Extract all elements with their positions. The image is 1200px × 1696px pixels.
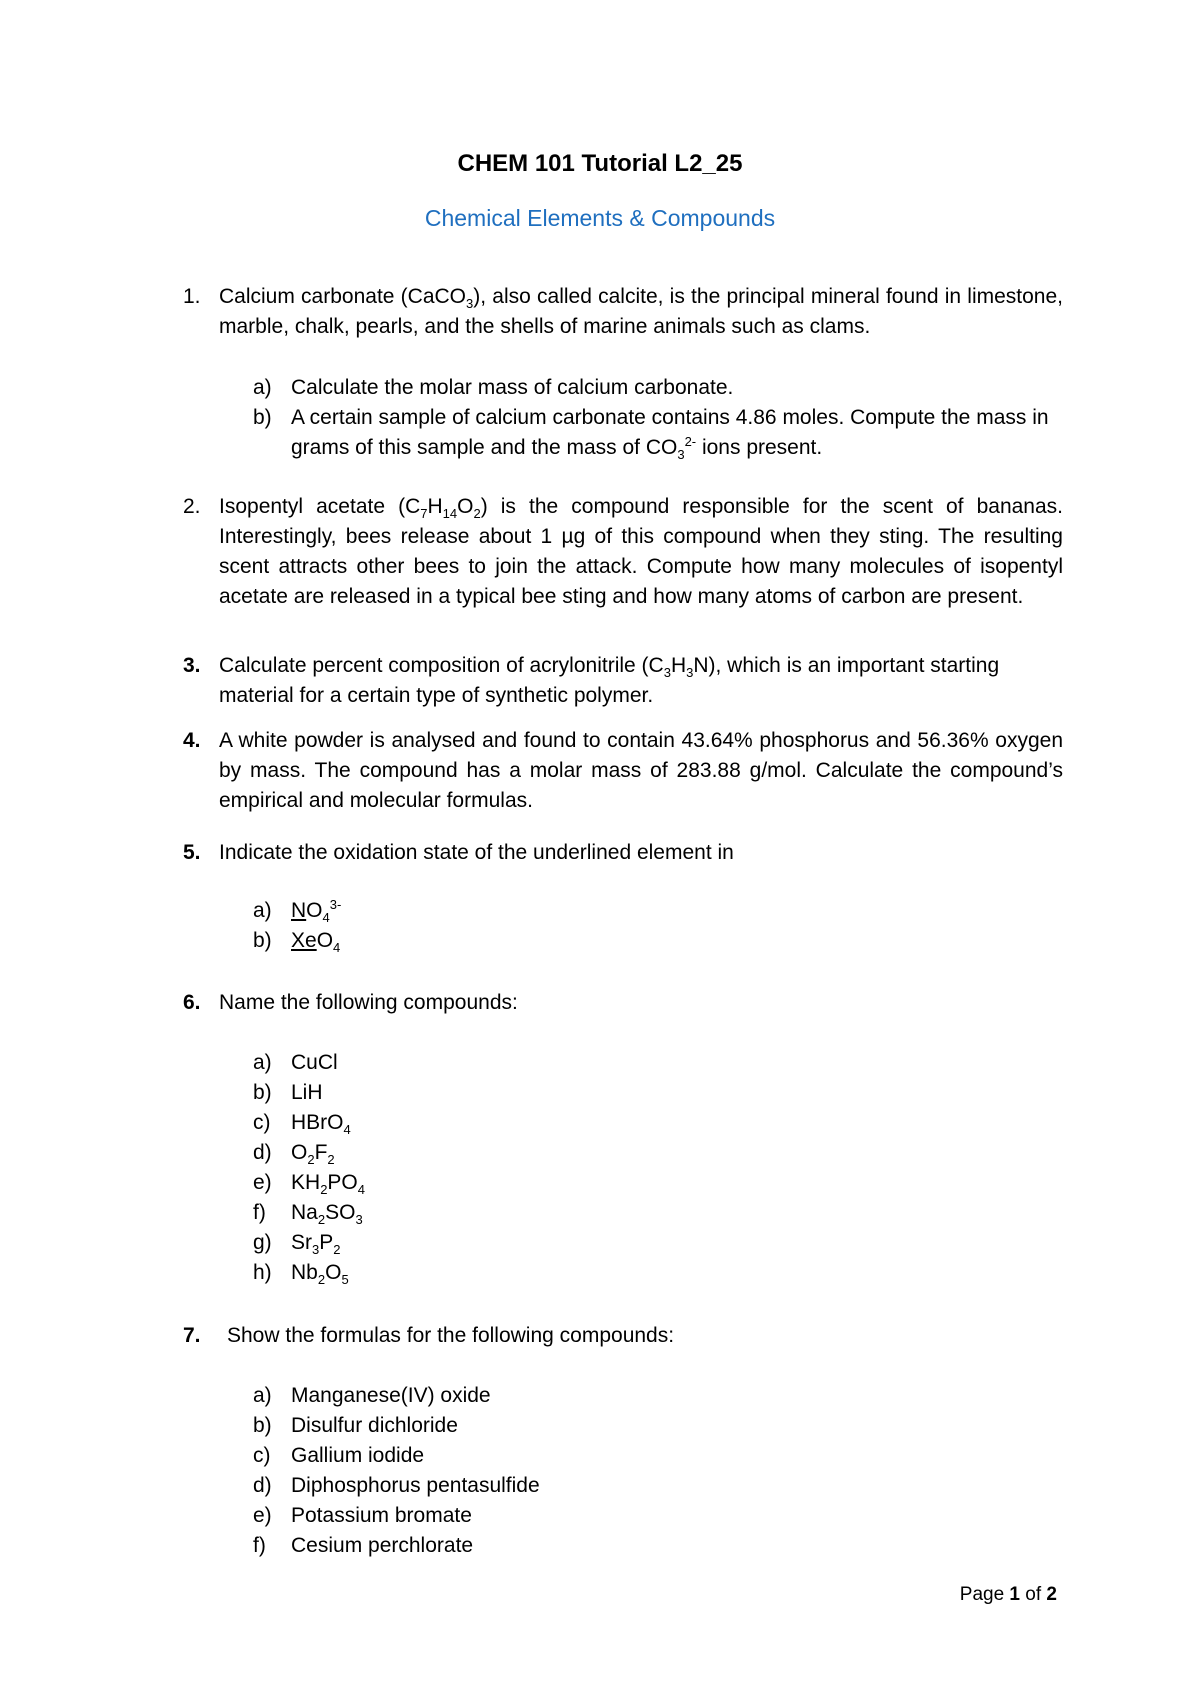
part-label: b) xyxy=(253,406,272,429)
compound-name: Gallium iodide xyxy=(291,1444,425,1467)
compound-item xyxy=(253,1048,1063,1078)
formula: $O_2F_2$ xyxy=(291,1141,335,1168)
item-label: b) xyxy=(253,1081,272,1104)
question-5 xyxy=(183,838,1063,868)
compound-name: Potassium bromate xyxy=(291,1504,472,1527)
compound-item xyxy=(253,1108,1063,1138)
formula: CuCl xyxy=(291,1051,338,1074)
item-label: a) xyxy=(253,1051,272,1074)
item-label: f) xyxy=(253,1201,266,1224)
question-5-item-b xyxy=(253,926,1063,956)
question-4 xyxy=(183,726,1063,816)
compound-item xyxy=(253,1168,1063,1198)
question-1-part-a xyxy=(253,373,1063,403)
compound-name: Manganese(IV) oxide xyxy=(291,1384,491,1407)
question-number: 3. xyxy=(183,654,201,677)
part-label: a) xyxy=(253,376,272,399)
formula: $Na_2SO_3$ xyxy=(291,1201,363,1228)
question-number: 7. xyxy=(183,1324,201,1347)
question-number: 2. xyxy=(183,495,201,518)
item-label: a) xyxy=(253,1384,272,1407)
formula: $Nb_2O_5$ xyxy=(291,1261,349,1288)
formula: $KH_2PO_4$ xyxy=(291,1171,365,1198)
item-label: a) xyxy=(253,899,272,922)
question-text: Show the formulas for the following compounds: xyxy=(227,1324,675,1347)
question-2 xyxy=(183,492,1063,612)
formula: XeO$_4$ xyxy=(291,929,341,956)
compound-name-item xyxy=(253,1471,1063,1501)
question-text: Isopentyl acetate $(C_7H_{14}O_2)$ is the compound responsible for the scent of bananas. Interestingly, bees release about 1 µg of this compound when they sting. The resulting scent attracts other bees to join the attack. Compute how many molecules of isopentyl acetate are released in a typical bee sting and how many atoms of carbon are present. xyxy=(219,495,1063,608)
item-label: g) xyxy=(253,1231,272,1254)
compound-name-item xyxy=(253,1501,1063,1531)
question-number: 5. xyxy=(183,841,201,864)
question-text: A white powder is analysed and found to contain 43.64% phosphorus and 56.36% oxygen by mass. The compound has a molar mass of 283.88 g/mol. Calculate the compound’s empirical and molecular formulas. xyxy=(219,729,1063,812)
compound-name-item xyxy=(253,1411,1063,1441)
question-3 xyxy=(183,651,1063,711)
item-label: h) xyxy=(253,1261,272,1284)
compound-name: Cesium perchlorate xyxy=(291,1534,474,1557)
formula: $NO_4^{3-}$ xyxy=(291,897,342,926)
item-label: b) xyxy=(253,1414,272,1437)
compound-name-item xyxy=(253,1531,1063,1561)
item-label: f) xyxy=(253,1534,266,1557)
question-text: Name the following compounds: xyxy=(219,991,518,1014)
formula: HBrO$_4$ xyxy=(291,1111,351,1138)
compound-item xyxy=(253,1138,1063,1168)
item-label: e) xyxy=(253,1171,272,1194)
part-text: A certain sample of calcium carbonate contains 4.86 moles. Compute the mass in grams of this sample and the mass of $CO_3^{2-}$ ions present. xyxy=(291,406,1049,463)
compound-item xyxy=(253,1078,1063,1108)
formula: LiH xyxy=(291,1081,323,1104)
compound-name: Diphosphorus pentasulfide xyxy=(291,1474,540,1497)
compound-item xyxy=(253,1198,1063,1228)
question-number: 6. xyxy=(183,991,201,1014)
compound-name-item xyxy=(253,1381,1063,1411)
document-subtitle: Chemical Elements & Compounds xyxy=(424,205,776,231)
item-label: d) xyxy=(253,1141,272,1164)
question-text: Indicate the oxidation state of the underlined element in xyxy=(219,841,734,864)
compound-item xyxy=(253,1258,1063,1288)
question-text: Calcium carbonate (CaCO$_3$), also called calcite, is the principal mineral found in limestone, marble, chalk, pearls, and the shells of marine animals such as clams. xyxy=(219,285,1063,338)
question-5-item-a xyxy=(253,896,1063,926)
page-number: Page 1 of 2 xyxy=(959,1584,1057,1605)
item-label: c) xyxy=(253,1444,271,1467)
document-title: CHEM 101 Tutorial L2_25 xyxy=(457,150,743,177)
formula: $Sr_3P_2$ xyxy=(291,1231,341,1258)
question-number: 1. xyxy=(183,285,201,308)
question-1-part-b xyxy=(253,403,1063,463)
part-text: Calculate the molar mass of calcium carbonate. xyxy=(291,376,734,399)
item-label: b) xyxy=(253,929,272,952)
question-7 xyxy=(183,1321,1063,1351)
compound-item xyxy=(253,1228,1063,1258)
item-label: c) xyxy=(253,1111,271,1134)
question-text: Calculate percent composition of acrylonitrile $(C_3H_3N)$, which is an important starting material for a certain type of synthetic polymer. xyxy=(219,654,1000,707)
question-6 xyxy=(183,988,1063,1018)
compound-name-item xyxy=(253,1441,1063,1471)
item-label: d) xyxy=(253,1474,272,1497)
question-1 xyxy=(183,282,1063,342)
item-label: e) xyxy=(253,1504,272,1527)
question-number: 4. xyxy=(183,729,201,752)
compound-name: Disulfur dichloride xyxy=(291,1414,458,1437)
